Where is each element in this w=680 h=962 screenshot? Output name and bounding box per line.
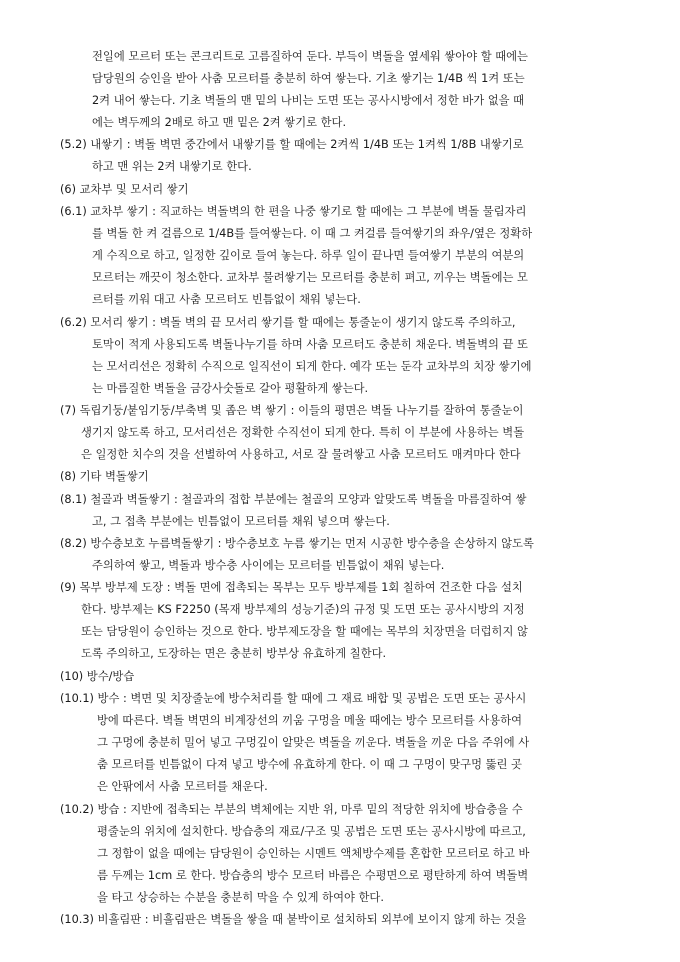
text-line: (6.2) 모서리 쌓기 : 벽돌 벽의 끝 모서리 쌓기를 할 때에는 통줄눈이 생기지 않도록 주의하고, xyxy=(60,316,516,329)
text-line: (8.2) 방수층보호 누름벽돌쌓기 : 방수층보호 누름 쌓기는 먼저 시공한 방수층을 손상하지 않도록 xyxy=(60,537,534,550)
text-line: 그 정함이 없을 때에는 담당원이 승인하는 시멘트 액체방수제를 혼합한 모르터로 하고 바 xyxy=(97,847,530,860)
text-line: 는 마름질한 벽돌을 금강사숫돌로 갈아 평활하게 쌓는다. xyxy=(92,382,369,395)
text-line: 평줄눈의 위치에 설치한다. 방습층의 재료/구조 및 공법은 도면 또는 공사시방에 따르고, xyxy=(97,825,526,838)
text-line: 한다. 방부제는 KS F2250 (목재 방부제의 성능기준)의 규정 및 도면 또는 공사시방의 지정 xyxy=(81,603,525,616)
text-line: 생기지 않도록 하고, 모서리선은 정확한 수직선이 되게 한다. 특히 이 부분에 사용하는 벽돌 xyxy=(81,426,525,439)
text-line: 에는 벽두께의 2배로 하고 맨 밑은 2켜 쌓기로 한다. xyxy=(92,116,347,129)
text-line: 를 벽돌 한 켜 걸름으로 1/4B를 들여쌓는다. 이 때 그 켜걸름 들여쌓기의 좌우/옆은 정확하 xyxy=(92,227,533,240)
text-line: 는 모서리선은 정확히 수직으로 일직선이 되게 한다. 예각 또는 둔각 교차부의 치장 쌓기에 xyxy=(92,360,532,373)
text-line: (7) 독립기둥/붙임기둥/부축벽 및 좁은 벽 쌓기 : 이들의 평면은 벽돌 나누기를 잘하여 통줄눈이 xyxy=(60,404,524,417)
section-heading: (8) 기타 벽돌쌓기 xyxy=(60,470,149,483)
text-line: 토막이 적게 사용되도록 벽돌나누기를 하며 사춤 모르터도 충분히 채운다. 벽돌벽의 끝 또 xyxy=(92,338,528,351)
text-line: 도록 주의하고, 도장하는 면은 충분히 방부상 유효하게 칠한다. xyxy=(81,647,387,660)
text-line: 방에 따른다. 벽돌 벽면의 비계장선의 끼움 구멍을 메울 때에는 방수 모르터를 사용하여 xyxy=(97,714,523,727)
section-heading: (10) 방수/방습 xyxy=(60,670,135,683)
text-line: (8.1) 철골과 벽돌쌓기 : 철골과의 접합 부분에는 철골의 모양과 알맞도록 벽돌을 마름질하여 쌓 xyxy=(60,493,527,506)
text-line: 름 두께는 1cm 로 한다. 방습층의 방수 모르터 바름은 수평면으로 평탄하게 하여 벽돌벽 xyxy=(97,869,529,882)
text-line: 은 안팎에서 사춤 모르터를 채운다. xyxy=(97,780,268,793)
text-line: 2켜 내어 쌓는다. 기초 벽돌의 맨 밑의 나비는 도면 또는 공사시방에서 정한 바가 없을 때 xyxy=(92,94,525,107)
text-line: 을 타고 상승하는 수분을 충분히 막을 수 있게 하여야 한다. xyxy=(97,891,384,904)
text-line: 고, 그 접촉 부분에는 빈틈없이 모르터를 채워 넣으며 쌓는다. xyxy=(92,515,390,528)
text-line: 또는 담당원이 승인하는 것으로 한다. 방부제도장을 할 때에는 목부의 치장면을 더럽히지 않 xyxy=(81,625,528,638)
text-line: 주의하여 쌓고, 벽돌과 방수층 사이에는 모르터를 빈틈없이 채워 넣는다. xyxy=(92,559,445,572)
text-line: (10.3) 비흘림판 : 비흘림판은 벽돌을 쌓을 때 붙박이로 설치하되 외부에 보이지 않게 하는 것을 xyxy=(60,913,527,926)
text-line: (9) 목부 방부제 도장 : 벽돌 면에 접촉되는 목부는 모두 방부제를 1회 칠하여 건조한 다음 설치 xyxy=(60,581,523,594)
text-line: 모르터는 깨끗이 청소한다. 교차부 물려쌓기는 모르터를 충분히 펴고, 끼우는 벽돌에는 모 xyxy=(92,271,528,284)
text-line: (6.1) 교차부 쌓기 : 직교하는 벽돌벽의 한 편을 나중 쌓기로 할 때에는 그 부분에 벽돌 물림자리 xyxy=(60,205,527,218)
text-line: 르터를 끼워 대고 사춤 모르터도 빈틈없이 채워 넣는다. xyxy=(92,293,361,306)
text-line: 전일에 모르터 또는 콘크리트로 고름질하여 둔다. 부득이 벽돌을 옆세워 쌓아야 할 때에는 xyxy=(92,50,528,63)
text-line: 하고 맨 위는 2켜 내쌓기로 한다. xyxy=(92,160,252,173)
text-line: (10.2) 방습 : 지반에 접촉되는 부분의 벽체에는 지반 위, 마루 밑의 적당한 위치에 방습층을 수 xyxy=(60,803,523,816)
text-line: 은 일정한 치수의 것을 선별하여 사용하고, 서로 잘 물려쌓고 사춤 모르터도 매켜마다 한다 xyxy=(81,448,521,461)
text-line: 그 구멍에 충분히 밀어 넣고 구멍깊이 알맞은 벽돌을 끼운다. 벽돌을 끼운 다음 주위에 사 xyxy=(97,736,530,749)
section-heading: (6) 교차부 및 모서리 쌓기 xyxy=(60,183,189,196)
text-line: 담당원의 승인을 받아 사춤 모르터를 충분히 하여 쌓는다. 기초 쌓기는 1/4B 씩 1켜 또는 xyxy=(92,72,525,85)
text-line: (5.2) 내쌓기 : 벽돌 벽면 중간에서 내쌓기를 할 때에는 2켜씩 1/4B 또는 1켜씩 1/8B 내쌓기로 xyxy=(60,138,524,151)
text-line: 춤 모르터를 빈틈없이 다져 넣고 방수에 유효하게 한다. 이 때 그 구멍이 맞구멍 뚫린 곳 xyxy=(97,758,522,771)
text-line: (10.1) 방수 : 벽면 및 치장줄눈에 방수처리를 할 때에 그 재료 배합 및 공법은 도면 또는 공사시 xyxy=(60,692,527,705)
text-line: 게 수직으로 하고, 일정한 깊이로 들여 놓는다. 하루 일이 끝나면 들여쌓기 부분의 여분의 xyxy=(92,249,525,262)
